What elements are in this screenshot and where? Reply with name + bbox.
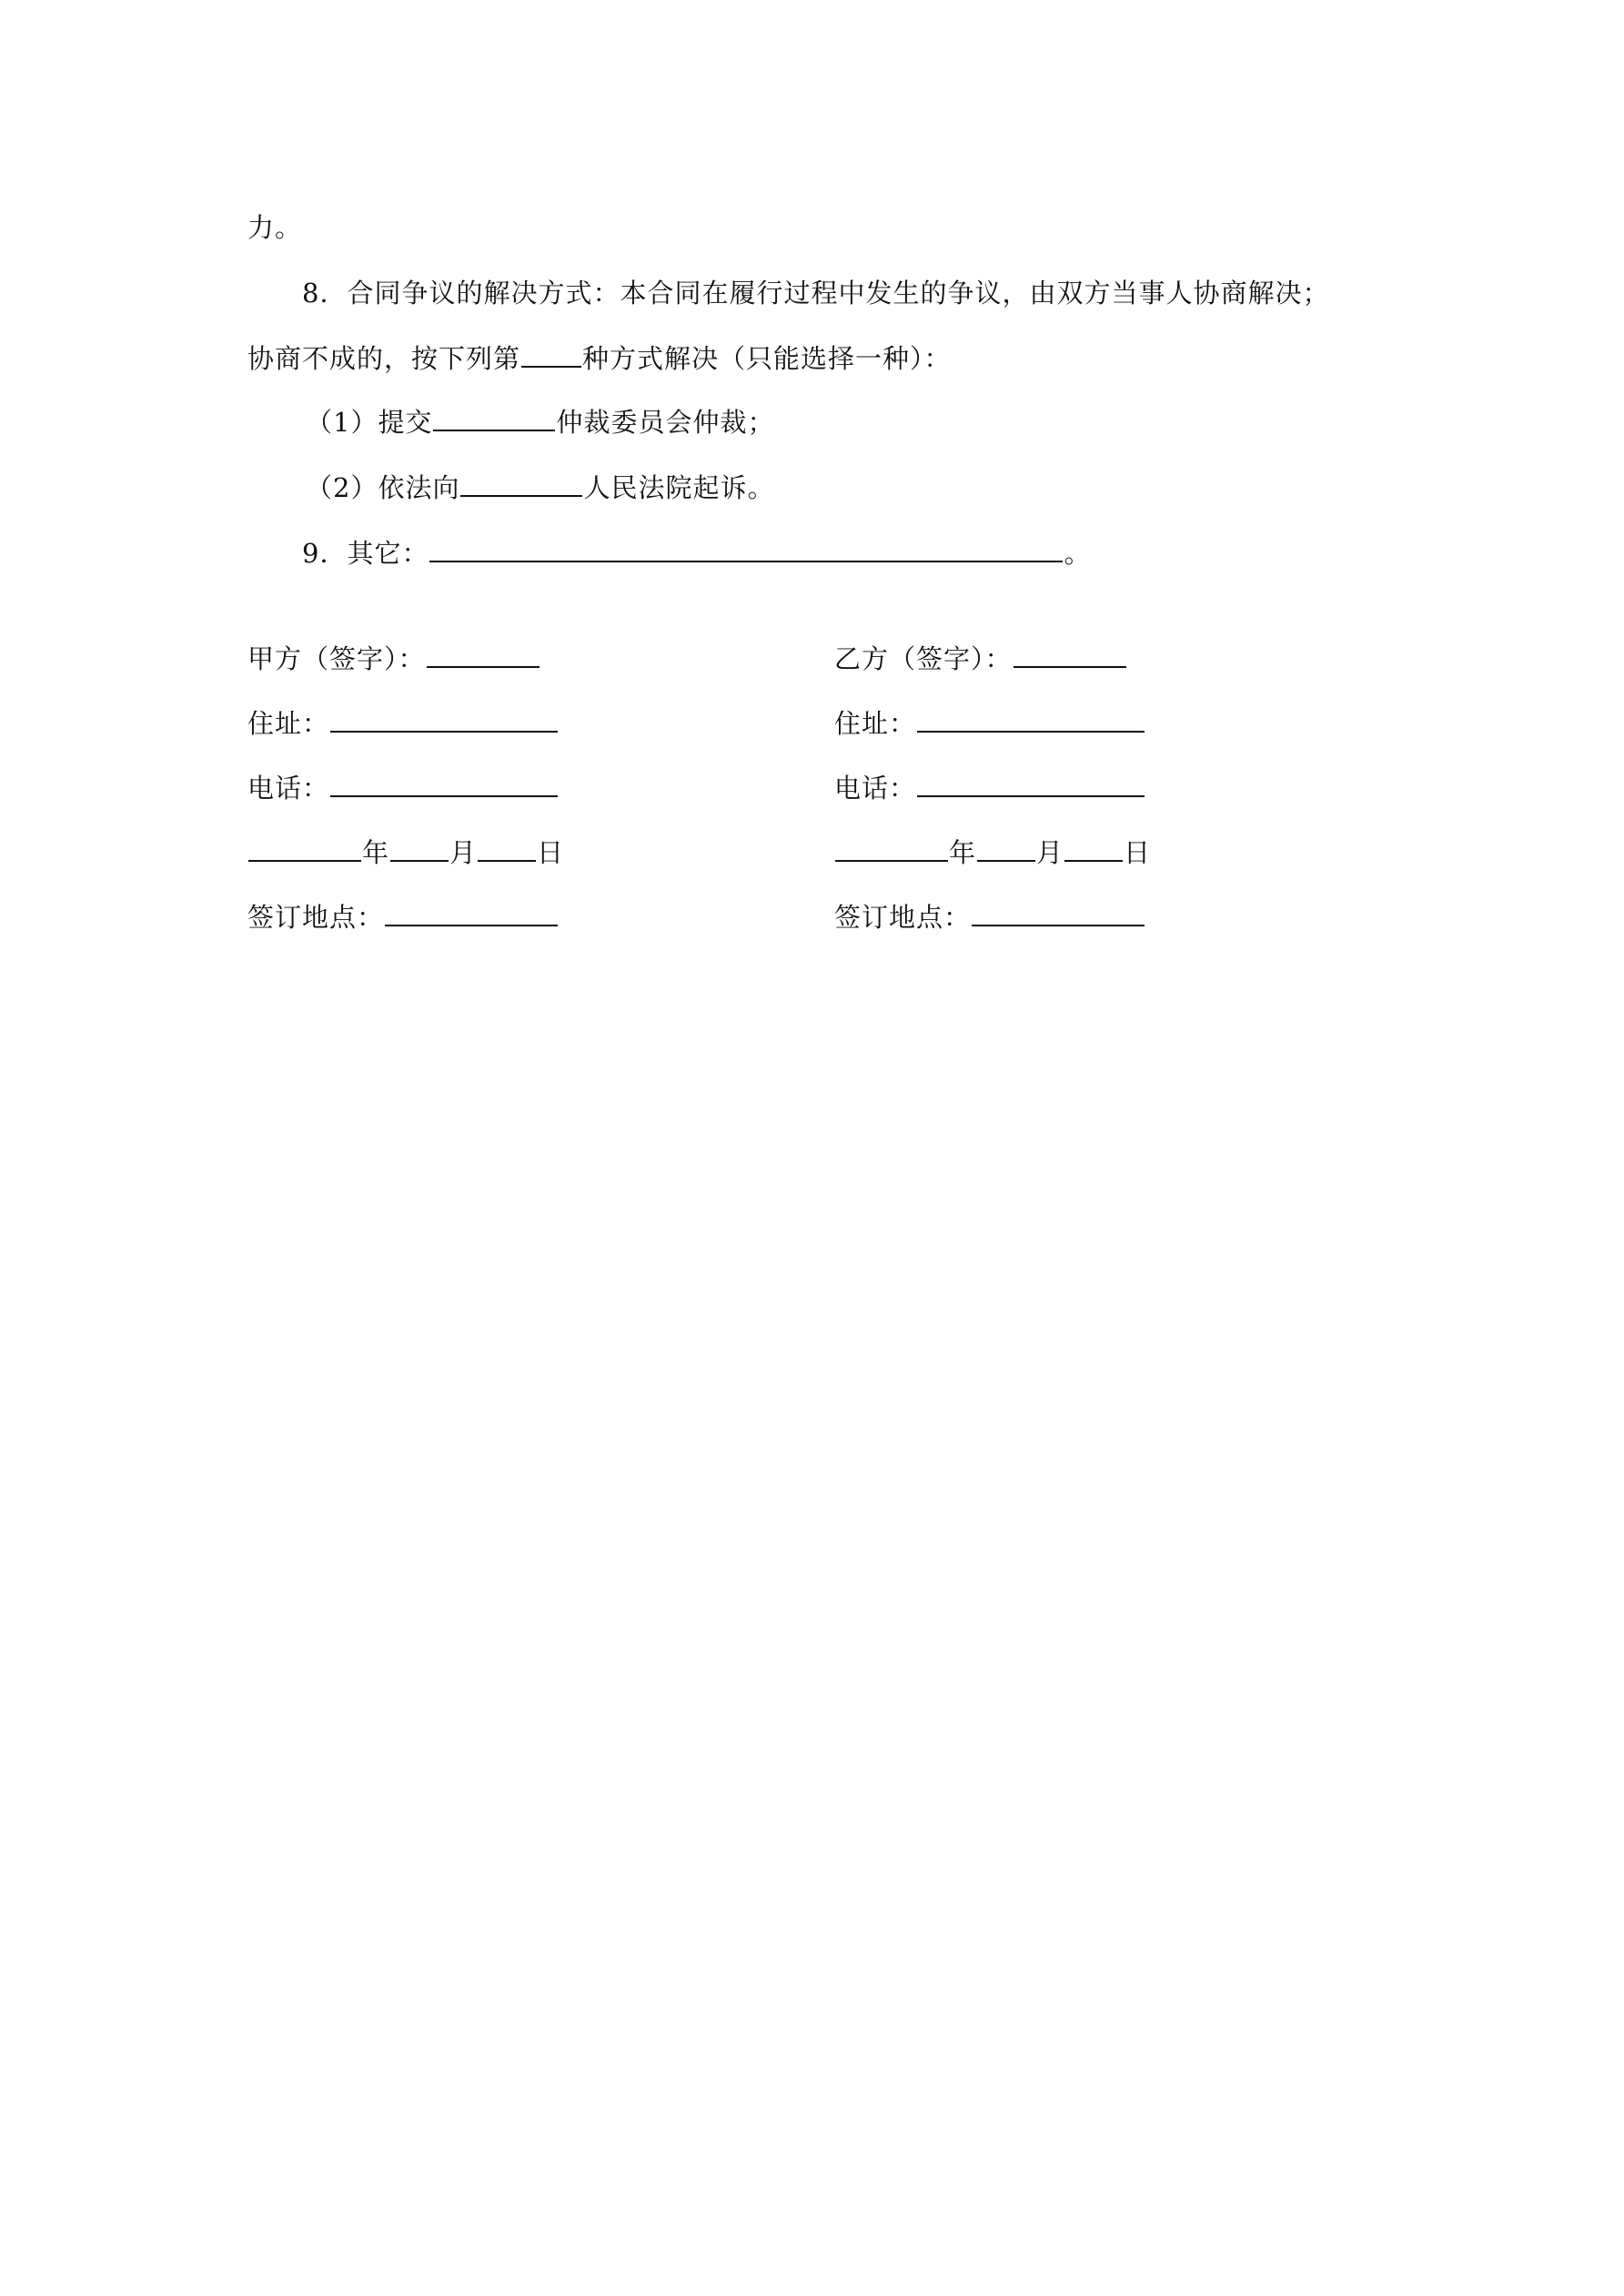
party-a-place-blank[interactable]: [385, 901, 558, 926]
clause9-line: [302, 535, 1091, 571]
other-terms-blank[interactable]: [429, 537, 1063, 562]
clause8-line2-suffix: 种方式解决（只能选择一种）：: [582, 343, 952, 374]
party-b-place-label: 签订地点：: [834, 902, 972, 933]
party-b-sign-line: [834, 641, 1127, 677]
party-a-day-blank[interactable]: [478, 836, 536, 862]
party-b-day-blank[interactable]: [1064, 836, 1123, 862]
party-b-year-blank[interactable]: [835, 836, 948, 862]
option2-suffix: 人民法院起诉。: [583, 472, 775, 503]
party-a-sign-line: [247, 641, 540, 677]
party-a-phone-blank[interactable]: [330, 772, 558, 797]
party-a-year-label: 年: [362, 837, 390, 868]
party-b-signature-blank[interactable]: [1014, 642, 1126, 668]
party-b-phone-line: [834, 770, 1145, 806]
continuation-line: [247, 209, 302, 246]
party-b-address-label: 住址：: [834, 708, 917, 739]
clause9-label: 9．其它：: [302, 538, 429, 569]
party-a-phone-line: [247, 770, 559, 806]
option1-suffix: 仲裁委员会仲裁；: [556, 407, 775, 438]
party-a-address-label: 住址：: [247, 708, 330, 739]
clause8-line1: [302, 275, 1329, 311]
party-b-phone-blank[interactable]: [917, 772, 1145, 797]
continuation-text: 力。: [247, 212, 303, 243]
party-b-address-blank[interactable]: [917, 707, 1145, 733]
party-a-phone-label: 电话：: [247, 773, 330, 804]
method-number-blank[interactable]: [521, 342, 581, 368]
party-a-sign-label: 甲方（签字）：: [247, 643, 426, 674]
party-a-day-label: 日: [537, 837, 565, 868]
option1-line: [306, 404, 774, 440]
option2-line: [306, 470, 774, 506]
party-b-sign-label: 乙方（签字）：: [834, 643, 1013, 674]
party-a-place-label: 签订地点：: [247, 902, 385, 933]
party-a-address-line: [247, 705, 559, 742]
party-a-place-line: [247, 899, 559, 936]
party-a-month-blank[interactable]: [390, 836, 449, 862]
party-b-address-line: [834, 705, 1145, 742]
party-b-month-label: 月: [1036, 837, 1064, 868]
clause8-text: 8．合同争议的解决方式：本合同在履行过程中发生的争议，由双方当事人协商解决；: [302, 278, 1330, 308]
clause8-line2-prefix: 协商不成的，按下列第: [247, 343, 521, 374]
court-name-blank[interactable]: [460, 471, 582, 497]
party-b-date-line: [834, 834, 1151, 871]
arbitration-committee-blank[interactable]: [433, 406, 555, 431]
party-b-month-blank[interactable]: [977, 836, 1035, 862]
clause8-line2: [247, 340, 952, 377]
party-b-year-label: 年: [949, 837, 977, 868]
party-a-year-blank[interactable]: [248, 836, 361, 862]
option2-prefix: （2）依法向: [306, 472, 460, 503]
party-b-day-label: 日: [1124, 837, 1152, 868]
party-a-date-line: [247, 834, 564, 871]
party-b-phone-label: 电话：: [834, 773, 917, 804]
clause9-end: 。: [1064, 538, 1092, 569]
option1-prefix: （1）提交: [306, 407, 433, 438]
party-a-month-label: 月: [449, 837, 478, 868]
party-a-signature-blank[interactable]: [427, 642, 540, 668]
party-b-place-line: [834, 899, 1145, 936]
party-b-place-blank[interactable]: [972, 901, 1145, 926]
party-a-address-blank[interactable]: [330, 707, 558, 733]
